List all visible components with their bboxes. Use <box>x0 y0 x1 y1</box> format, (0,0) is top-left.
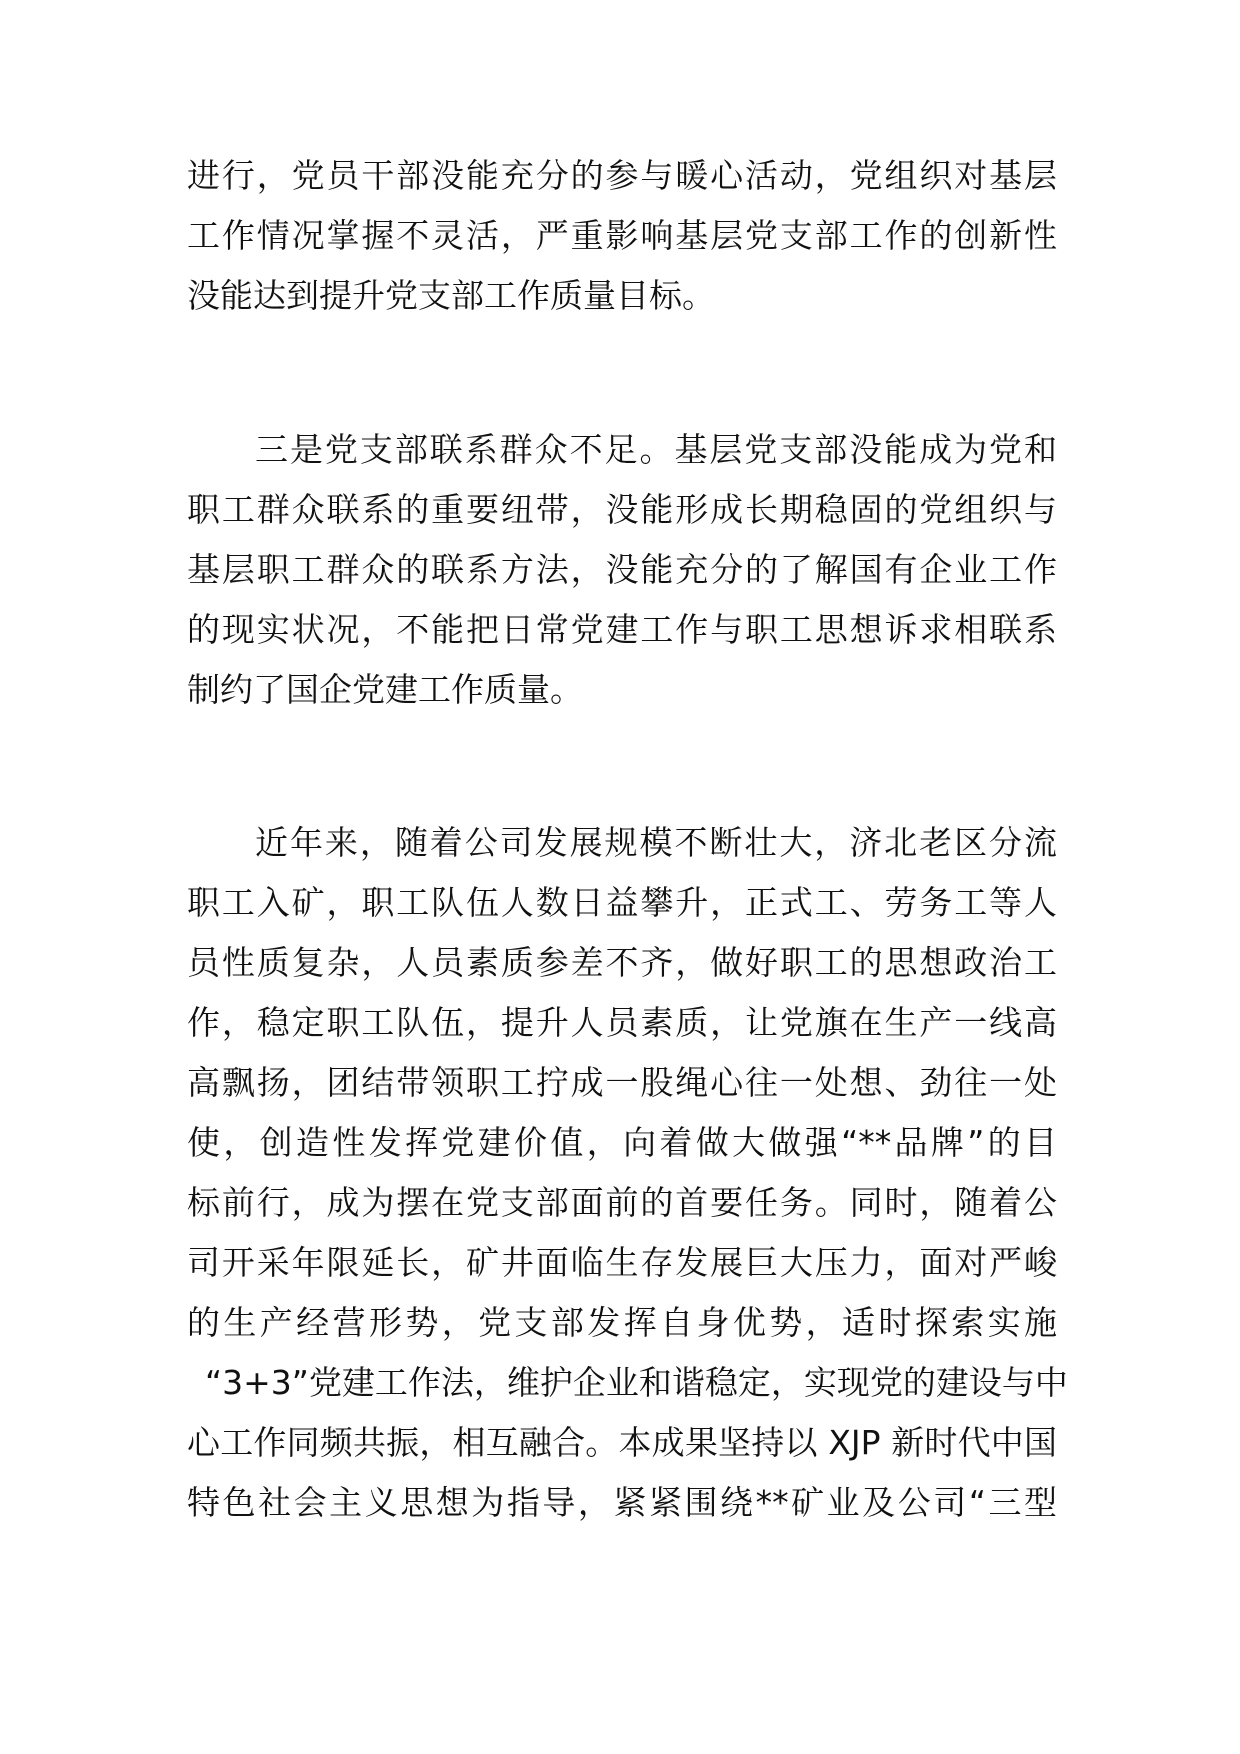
paragraph-1-line-1: 进行，党员干部没能充分的参与暖心活动，党组织对基层 <box>187 156 1057 195</box>
paragraph-2-line-1: 三是党支部联系群众不足。基层党支部没能成为党和 <box>255 430 1057 469</box>
paragraph-2-line-5: 制约了国企党建工作质量。 <box>187 670 583 709</box>
paragraph-2-line-3: 基层职工群众的联系方法，没能充分的了解国有企业工作 <box>187 550 1057 589</box>
paragraph-3-line-7: 标前行，成为摆在党支部面前的首要任务。同时，随着公 <box>187 1183 1057 1222</box>
paragraph-3-line-8: 司开采年限延长，矿井面临生存发展巨大压力，面对严峻 <box>187 1243 1057 1282</box>
paragraph-1-line-2: 工作情况掌握不灵活，严重影响基层党支部工作的创新性 <box>187 216 1057 255</box>
paragraph-2-line-4: 的现实状况，不能把日常党建工作与职工思想诉求相联系 <box>187 610 1057 649</box>
paragraph-3-line-1: 近年来，随着公司发展规模不断壮大，济北老区分流 <box>255 823 1057 862</box>
paragraph-3-line-6: 使，创造性发挥党建价值，向着做大做强“**品牌”的目 <box>187 1123 1057 1162</box>
paragraph-3-line-10: “3+3”党建工作法，维护企业和谐稳定，实现党的建设与中 <box>205 1363 1068 1402</box>
paragraph-3-line-5: 高飘扬，团结带领职工拧成一股绳心往一处想、劲往一处 <box>187 1063 1057 1102</box>
paragraph-1-line-3: 没能达到提升党支部工作质量目标。 <box>187 276 715 315</box>
paragraph-3-line-4: 作，稳定职工队伍，提升人员素质，让党旗在生产一线高 <box>187 1003 1057 1042</box>
paragraph-3-line-11: 心工作同频共振，相互融合。本成果坚持以 XJP 新时代中国 <box>187 1423 1057 1462</box>
paragraph-3-line-3: 员性质复杂，人员素质参差不齐，做好职工的思想政治工 <box>187 943 1057 982</box>
paragraph-3-line-2: 职工入矿，职工队伍人数日益攀升，正式工、劳务工等人 <box>187 883 1057 922</box>
paragraph-2-line-2: 职工群众联系的重要纽带，没能形成长期稳固的党组织与 <box>187 490 1057 529</box>
paragraph-3-line-9: 的生产经营形势，党支部发挥自身优势，适时探索实施 <box>187 1303 1057 1342</box>
paragraph-3-line-12: 特色社会主义思想为指导，紧紧围绕**矿业及公司“三型 <box>187 1483 1057 1522</box>
